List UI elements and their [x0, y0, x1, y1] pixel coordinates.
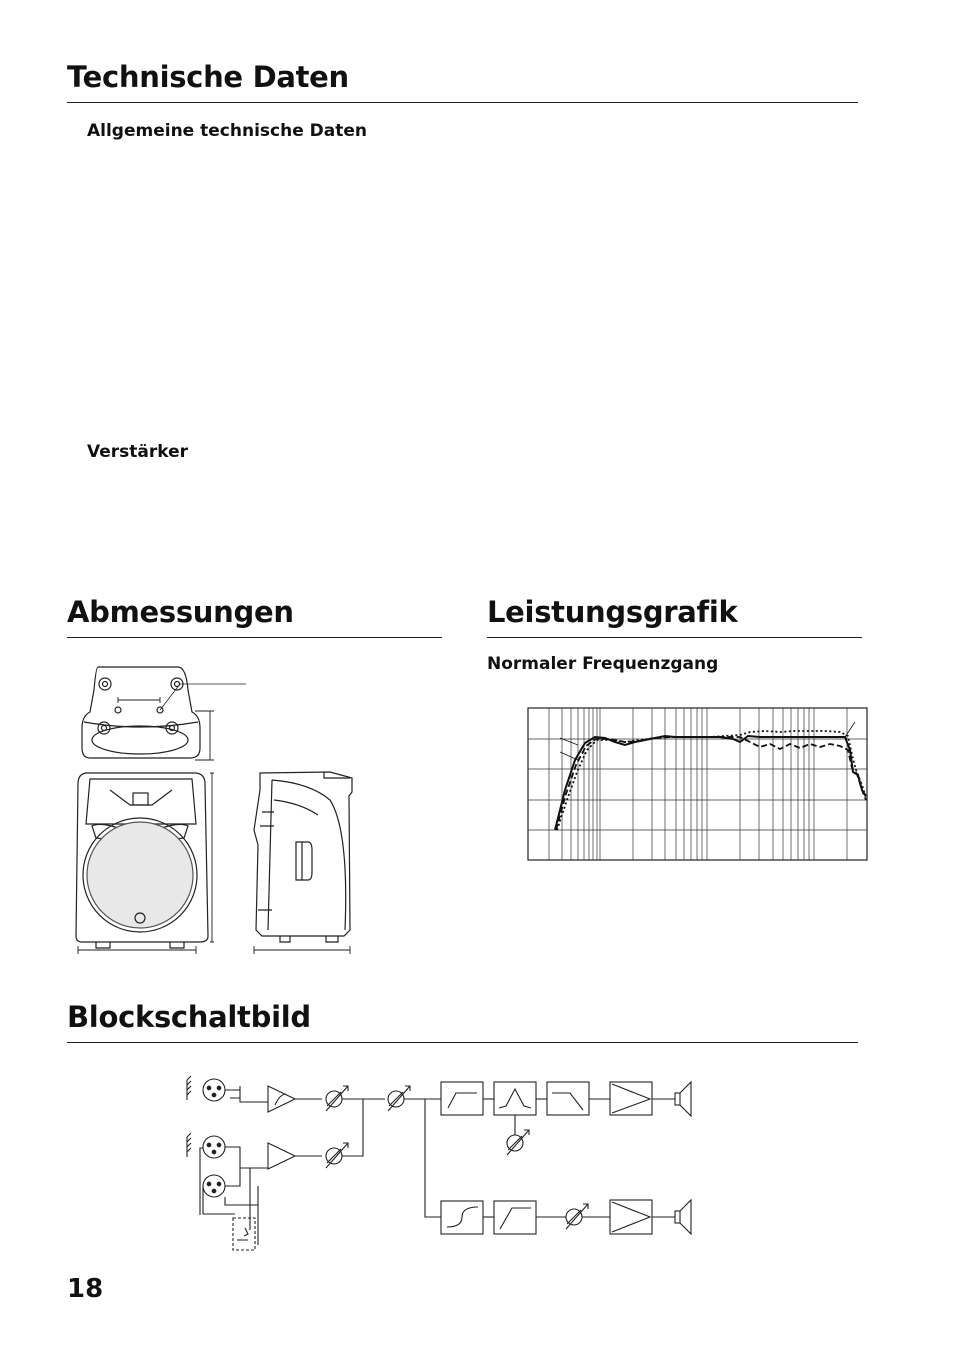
page-number: 18 — [67, 1274, 104, 1304]
preamp-1 — [268, 1086, 295, 1112]
general-specs-heading: Allgemeine technische Daten — [87, 121, 367, 141]
hpf-block — [441, 1082, 483, 1115]
xlr-input-2 — [187, 1133, 225, 1158]
xlr-input-1 — [187, 1076, 225, 1101]
power-amp-low — [610, 1200, 652, 1234]
speaker-high-icon — [675, 1082, 691, 1116]
section-title-technical-data: Technische Daten — [67, 60, 349, 94]
speaker-low-icon — [675, 1200, 691, 1234]
amplifier-heading: Verstärker — [87, 442, 189, 462]
jack-input — [203, 1175, 225, 1197]
section-title-performance: Leistungsgrafik — [487, 595, 738, 629]
frequency-response-heading: Normaler Frequenzgang — [487, 654, 719, 674]
eq-knob — [507, 1130, 529, 1155]
section-title-block-diagram: Blockschaltbild — [67, 1000, 311, 1034]
preamp-2 — [268, 1143, 295, 1169]
section-title-dimensions: Abmessungen — [67, 595, 294, 629]
power-amp-high — [610, 1082, 652, 1115]
eq-block — [494, 1082, 536, 1115]
